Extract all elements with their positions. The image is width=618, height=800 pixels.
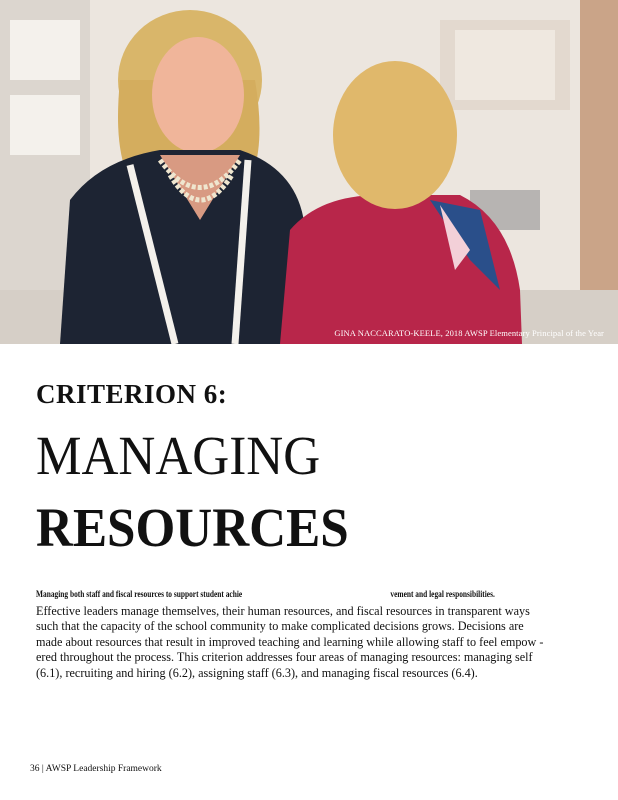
publication-name: AWSP Leadership Framework bbox=[45, 764, 162, 774]
page-title-line-1: MANAGING bbox=[36, 425, 321, 486]
body-line: Effective leaders manage themselves, their human resources, and fiscal resources in transparent ways bbox=[36, 604, 530, 618]
body-line: ered throughout the process. This criterion addresses four areas of managing resources: managing self bbox=[36, 650, 533, 665]
body-line: (6.1), recruiting and hiring (6.2), assigning staff (6.3), and managing fiscal resources (6.4). bbox=[36, 665, 478, 680]
photo-illustration bbox=[0, 0, 618, 344]
lead-summary-part-1: Managing both staff and fiscal resources to support student achie bbox=[36, 590, 243, 600]
lead-summary bbox=[36, 590, 495, 600]
criterion-label: CRITERION 6: bbox=[36, 379, 228, 409]
body-paragraph bbox=[36, 604, 592, 681]
photo-caption: GINA NACCARATO-KEELE, 2018 AWSP Elementary Principal of the Year bbox=[334, 328, 604, 338]
body-line: such that the capacity of the school community to make complicated decisions grows. Decisions are bbox=[36, 619, 524, 634]
body-line: made about resources that result in improved teaching and learning while allowing staff to feel empow - bbox=[36, 634, 544, 649]
lead-summary-part-2: vement and legal responsibilities. bbox=[390, 590, 495, 600]
page-number: 36 bbox=[30, 764, 40, 774]
hero-photo bbox=[0, 0, 618, 344]
page-title-line-2: RESOURCES bbox=[36, 497, 349, 558]
page-footer bbox=[30, 764, 162, 774]
footer-separator: | bbox=[41, 764, 44, 774]
